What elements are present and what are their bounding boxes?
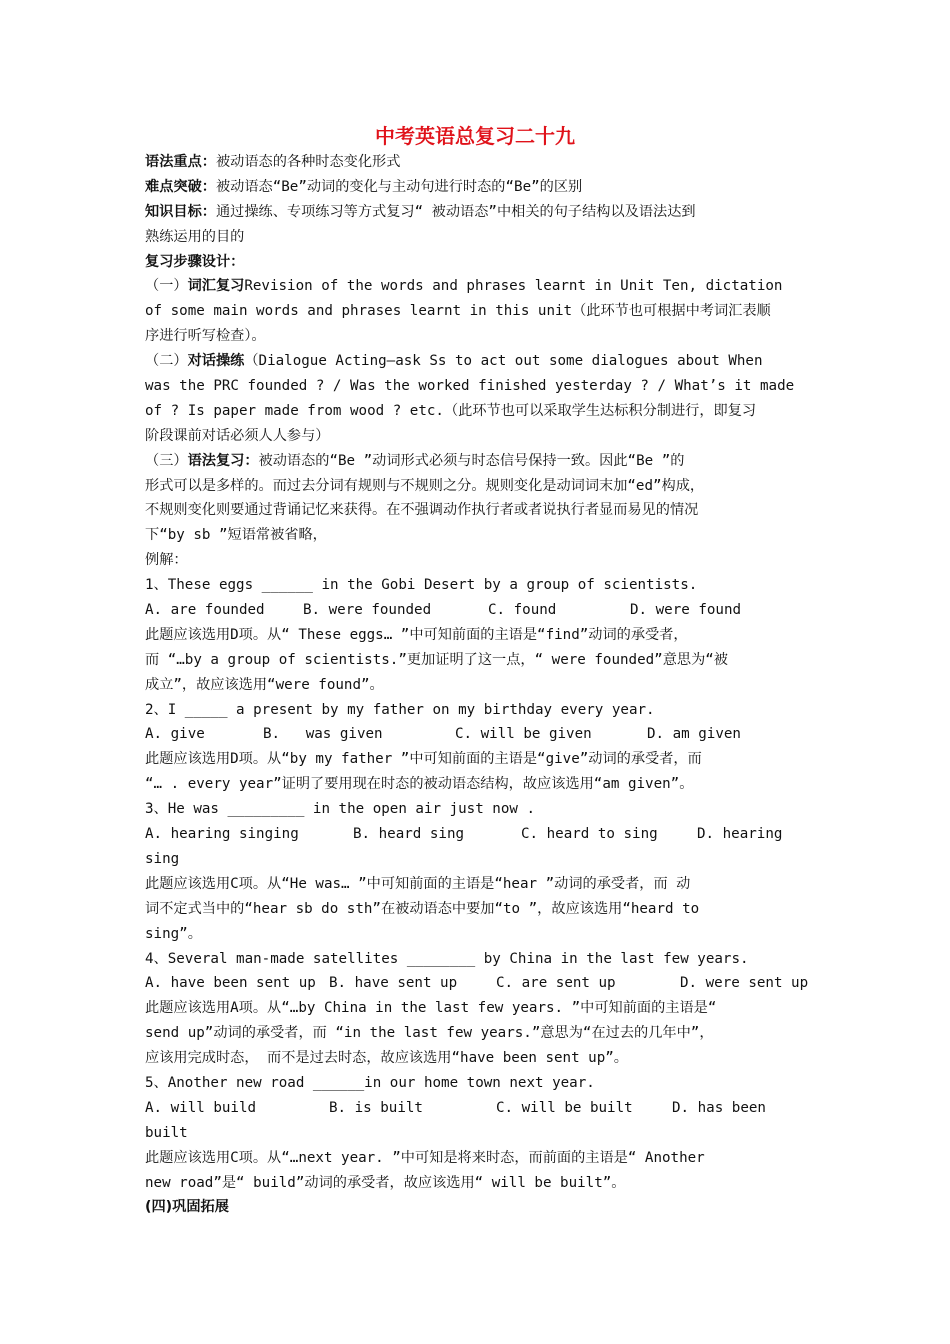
example-2-question: 2、I _____ a present by my father on my birthday every year. — [145, 701, 655, 718]
example-4-option-c: C. are sent up — [496, 975, 616, 992]
dialog-line-2: was the PRC founded ? / Was the worked finished yesterday ? / What’s it made — [145, 378, 795, 395]
steps-heading: 复习步骤设计： — [145, 253, 245, 270]
example-4-question: 4、Several man-made satellites ________ by China in the last few years. — [145, 950, 749, 967]
example-5-option-b: B. is built — [329, 1099, 423, 1116]
example-5-options-wrap: built — [145, 1124, 188, 1141]
example-2-option-c: C. will be given — [455, 726, 592, 743]
grammar-focus-label: 语法重点： — [145, 154, 216, 170]
document-body — [145, 150, 810, 1220]
example-1-explanation: 而 “…by a group of scientists.”更加证明了这一点，“ were founded”意思为“被 — [145, 651, 728, 668]
vocab-line-2: of some main words and phrases learnt in this unit（此环节也可根据中考词汇表顺 — [145, 303, 771, 320]
grammar-review-line-4: 下“by sb ”短语常被省略， — [145, 527, 327, 544]
dialog-prefix: （二） — [145, 353, 188, 370]
dialog-line-3: of ? Is paper made from wood ? etc.（此环节也可以采取学生达标积分制进行，即复习 — [145, 402, 757, 419]
example-2-option-d: D. am given — [647, 726, 741, 743]
example-2-explanation: 此题应该选用D项。从“by my father ”中可知前面的主语是“give”动词的承受者，而 — [145, 751, 702, 768]
example-2-option-b: B. was given — [263, 726, 383, 743]
example-5-question: 5、Another new road ______in our home town next year. — [145, 1074, 595, 1091]
example-4-explanation: send up”动词的承受者，而 “in the last few years.”意思为“在过去的几年中”， — [145, 1025, 714, 1042]
example-3-options-wrap: sing — [145, 850, 180, 867]
example-1-explanation: 成立”，故应该选用“were found”。 — [145, 676, 384, 693]
example-5-option-c: C. will be built — [496, 1099, 633, 1116]
dialog-line — [145, 349, 810, 374]
example-1-option-d: D. were found — [630, 602, 742, 619]
grammar-review-line — [145, 449, 810, 474]
difficulty-text: 被动语态“Be”动词的变化与主动句进行时态的“Be”的区别 — [215, 178, 583, 195]
example-5-options — [145, 1096, 810, 1121]
difficulty-line — [145, 175, 810, 200]
vocab-line-3: 序进行听写检查）。 — [145, 328, 266, 345]
example-3-option-d: D. hearing — [697, 826, 783, 843]
vocab-label: 词汇复习 — [187, 278, 245, 295]
example-2-option-a: A. give — [145, 726, 205, 743]
example-4-explanation: 应该用完成时态， 而不是过去时态，故应该选用“have been sent up”。 — [145, 1050, 628, 1067]
example-1-option-a: A. are founded — [145, 602, 265, 619]
goal-label: 知识目标： — [145, 203, 216, 220]
example-4-options — [145, 971, 810, 996]
dialog-text: （Dialogue Acting—ask Ss to act out some dialogues about When — [244, 353, 763, 370]
example-3-option-a: A. hearing singing — [145, 826, 299, 843]
grammar-focus-line — [145, 150, 810, 175]
goal-text: 通过操练、专项练习等方式复习“ 被动语态”中相关的句子结构以及语法达到 — [215, 203, 696, 220]
dialog-label: 对话操练 — [187, 353, 245, 370]
example-3-explanation: 词不定式当中的“hear sb do sth”在被动语态中要加“to ”，故应该选用“heard to — [145, 900, 700, 917]
example-3-explanation: sing”。 — [145, 925, 202, 942]
example-3-explanation: 此题应该选用C项。从“He was… ”中可知前面的主语是“hear ”动词的承受者，而 动 — [145, 875, 691, 892]
grammar-focus-text: 被动语态的各种时态变化形式 — [215, 154, 401, 170]
examples-heading: 例解： — [145, 552, 188, 569]
goal-line — [145, 200, 810, 225]
example-1-option-b: B. were founded — [303, 602, 432, 619]
vocab-text: Revision of the words and phrases learnt in Unit Ten, dictation — [244, 278, 783, 295]
goal-line-2: 熟练运用的目的 — [145, 228, 245, 245]
example-4-option-d: D. were sent up — [680, 975, 809, 992]
vocab-prefix: （一） — [145, 278, 188, 295]
example-1-options — [145, 598, 810, 623]
example-5-option-d: D. has been — [672, 1099, 766, 1116]
difficulty-label: 难点突破： — [145, 178, 216, 195]
example-2-options — [145, 722, 810, 747]
example-5-explanation: new road”是“ build”动词的承受者，故应该选用“ will be built”。 — [145, 1174, 626, 1191]
grammar-review-line-2: 形式可以是多样的。而过去分词有规则与不规则之分。规则变化是动词词末加“ed”构成， — [145, 477, 705, 494]
consolidate-heading: (四)巩固拓展 — [145, 1199, 229, 1216]
example-3-option-c: C. heard to sing — [521, 826, 658, 843]
example-2-explanation: “… . every year”证明了要用现在时态的被动语态结构，故应该选用“am given”。 — [145, 776, 694, 793]
example-1-explanation: 此题应该选用D项。从“ These eggs… ”中可知前面的主语是“find”动词的承受者， — [145, 626, 688, 643]
page-title: 中考英语总复习二十九 — [375, 124, 575, 148]
grammar-review-line-3: 不规则变化则要通过背诵记忆来获得。在不强调动作执行者或者说执行者显而易见的情况 — [145, 502, 699, 519]
example-5-option-a: A. will build — [145, 1099, 257, 1116]
grammar-review-text: 被动语态的“Be ”动词形式必须与时态信号保持一致。因此“Be ”的 — [258, 452, 685, 469]
example-3-options — [145, 822, 810, 847]
example-4-explanation: 此题应该选用A项。从“…by China in the last few years. ”中可知前面的主语是“ — [145, 1000, 717, 1017]
example-3-option-b: B. heard sing — [353, 826, 465, 843]
example-1-question: 1、These eggs ______ in the Gobi Desert by a group of scientists. — [145, 577, 698, 594]
example-5-explanation: 此题应该选用C项。从“…next year. ”中可知是将来时态，而前面的主语是“ Another — [145, 1149, 705, 1166]
example-1-option-c: C. found — [488, 602, 557, 619]
example-4-option-b: B. have sent up — [329, 975, 458, 992]
grammar-review-prefix: （三） — [145, 452, 188, 469]
dialog-line-4: 阶段课前对话必须人人参与） — [145, 427, 330, 444]
vocab-line — [145, 274, 810, 299]
example-4-option-a: A. have been sent up — [145, 975, 316, 992]
example-3-question: 3、He was _________ in the open air just now . — [145, 801, 536, 818]
grammar-review-label: 语法复习： — [187, 452, 259, 469]
